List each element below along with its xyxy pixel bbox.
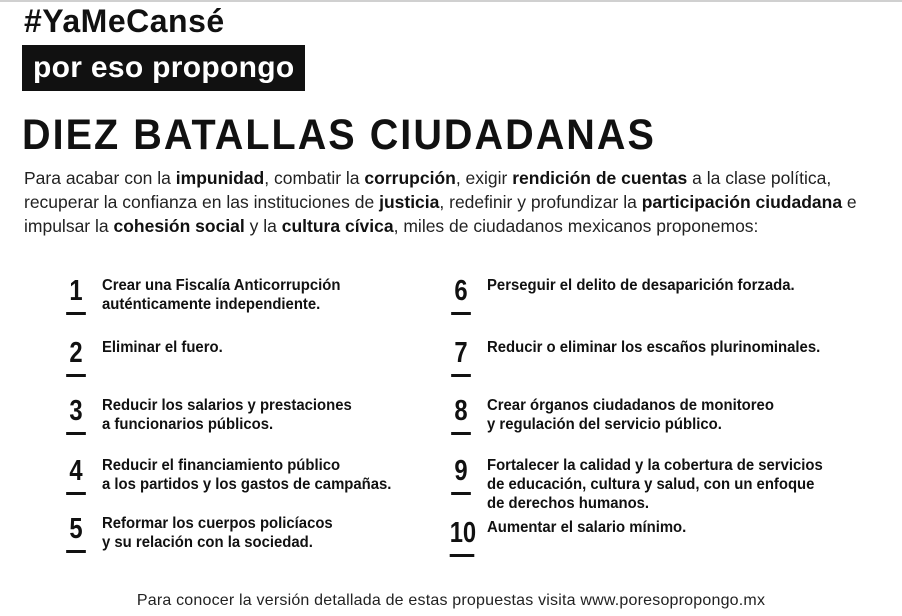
intro-keyword: justicia	[379, 192, 440, 212]
intro-text: , redefinir y profundizar la	[439, 192, 642, 212]
proposal-item-1	[64, 274, 358, 315]
proposal-number: 2	[66, 336, 86, 377]
proposal-number: 8	[451, 394, 471, 435]
proposal-text: Reducir el financiamiento público a los partidos y los gastos de campañas.	[102, 457, 392, 493]
intro-keyword: rendición de cuentas	[512, 168, 688, 188]
proposal-number: 10	[450, 516, 475, 557]
intro-keyword: cultura cívica	[281, 216, 394, 236]
intro-keyword: corrupción	[364, 168, 456, 188]
proposal-item-6	[449, 274, 818, 315]
proposal-item-7	[449, 336, 845, 377]
intro-text: e impulsar la	[24, 192, 857, 236]
intro-text: Para acabar con la	[24, 168, 176, 188]
intro-text: , exigir	[455, 168, 513, 188]
intro-keyword: cohesión social	[113, 216, 245, 236]
intro-keyword: impunidad	[175, 168, 265, 188]
proposal-item-5	[64, 512, 350, 553]
intro-text: y la	[244, 216, 282, 236]
banner-label: por eso propongo	[22, 45, 305, 91]
proposal-text: Fortalecer la calidad y la cobertura de servicios de educación, cultura y salud, con un enfoque de derechos humanos.	[487, 457, 823, 512]
intro-paragraph	[24, 166, 884, 238]
intro-keyword: participación ciudadana	[641, 192, 843, 212]
proposal-item-3	[64, 394, 371, 435]
footer-note: Para conocer la versión detallada de estas propuestas visita www.poresopropongo.mx	[136, 592, 766, 609]
proposal-item-4	[64, 454, 413, 495]
proposal-number: 1	[66, 274, 86, 315]
proposal-number: 9	[451, 454, 471, 495]
proposal-text: Reducir los salarios y prestaciones a funcionarios públicos.	[102, 397, 352, 433]
top-divider	[0, 0, 902, 2]
proposal-item-10	[447, 516, 701, 557]
proposal-text: Perseguir el delito de desaparición forzada.	[487, 277, 795, 294]
proposal-text: Reformar los cuerpos policíacos y su relación con la sociedad.	[102, 515, 333, 551]
intro-text: a la clase política, recuperar la confianza en las instituciones de	[24, 168, 832, 212]
proposal-number: 6	[451, 274, 471, 315]
proposal-number: 5	[66, 512, 86, 553]
proposal-text: Crear una Fiscalía Anticorrupción auténticamente independiente.	[102, 277, 341, 313]
proposal-item-2	[64, 336, 232, 377]
intro-text: , combatir la	[264, 168, 365, 188]
proposal-item-8	[449, 394, 796, 435]
proposal-text: Reducir o eliminar los escaños plurinominales.	[487, 339, 821, 356]
hashtag-title: #YaMeCansé	[24, 3, 225, 39]
proposal-item-9	[449, 454, 848, 513]
headline: DIEZ BATALLAS CIUDADANAS	[22, 111, 656, 159]
intro-text: , miles de ciudadanos mexicanos proponemos:	[393, 216, 759, 236]
proposal-text: Eliminar el fuero.	[102, 339, 223, 356]
proposal-number: 7	[451, 336, 471, 377]
proposal-text: Crear órganos ciudadanos de monitoreo y regulación del servicio público.	[487, 397, 774, 433]
proposal-text: Aumentar el salario mínimo.	[487, 519, 687, 536]
proposal-number: 3	[66, 394, 86, 435]
proposals-list	[0, 270, 902, 560]
proposal-number: 4	[66, 454, 86, 495]
